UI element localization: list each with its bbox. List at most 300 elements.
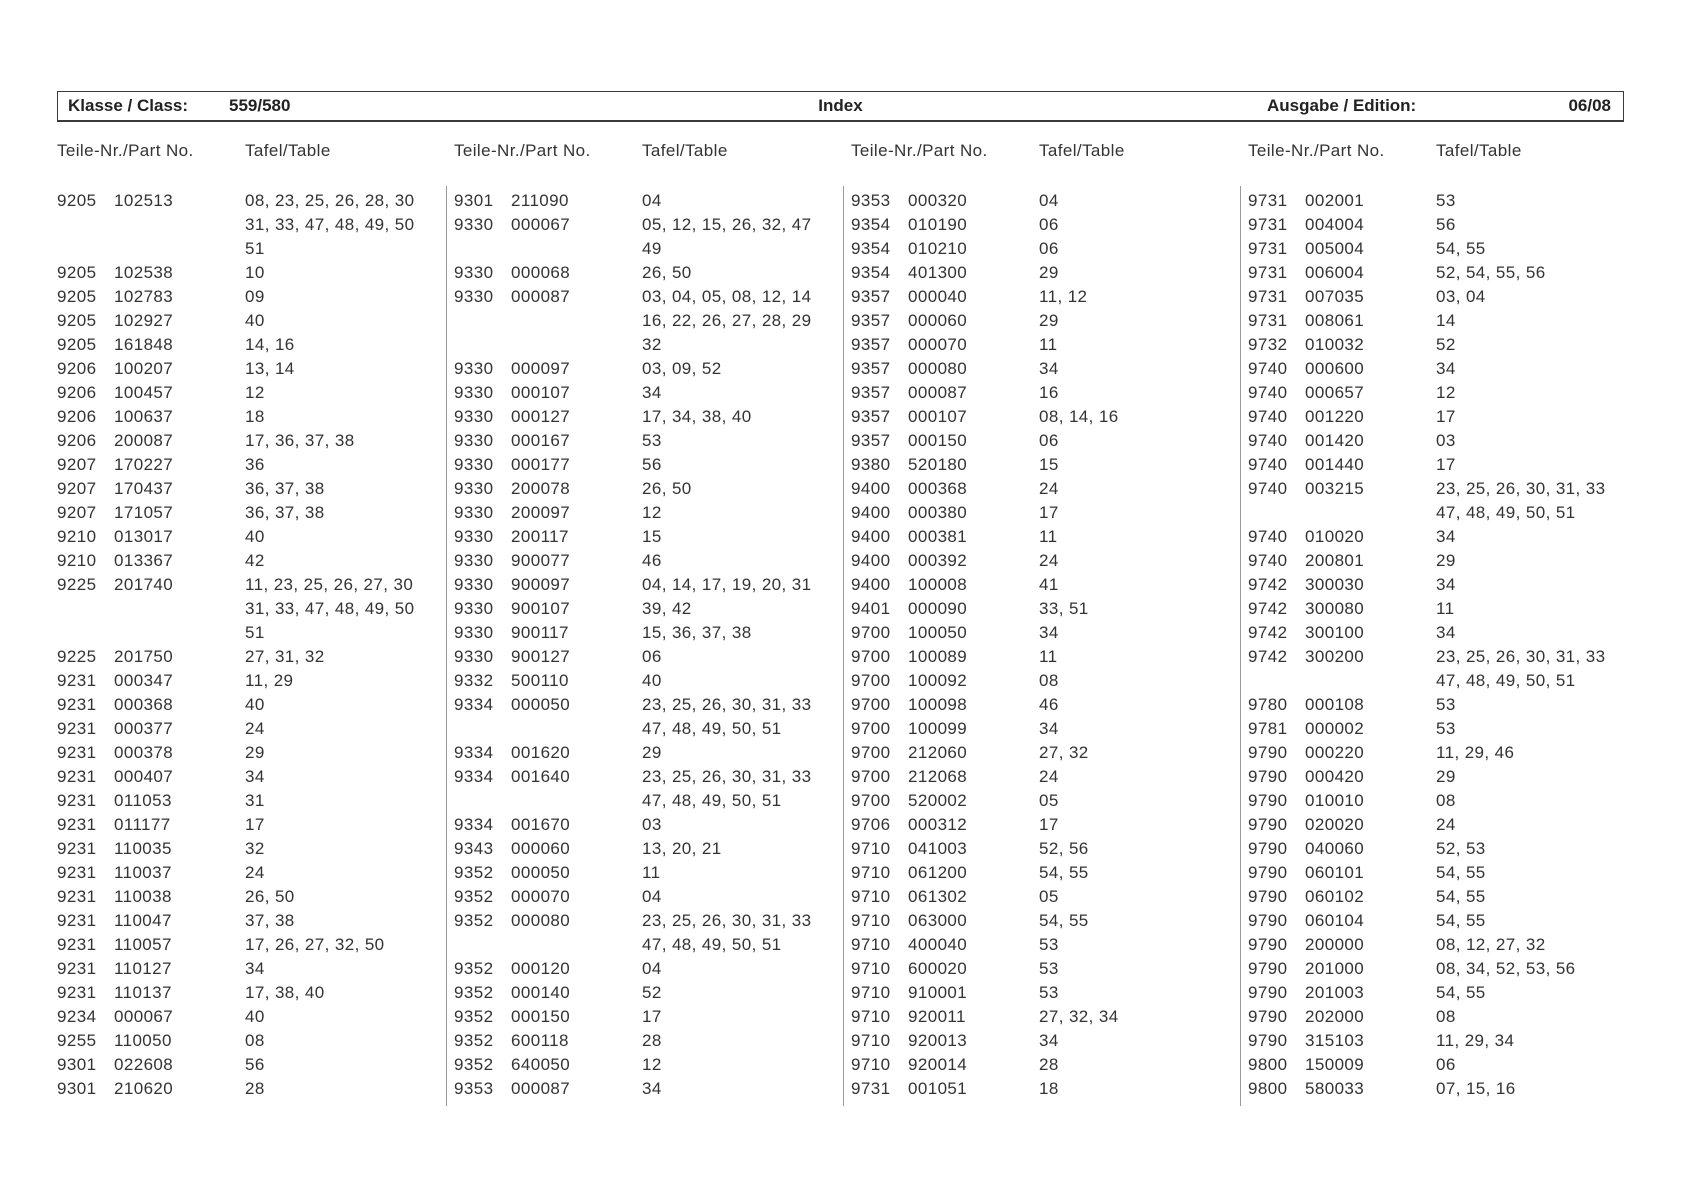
table-ref-line: 52, 56: [1039, 839, 1089, 858]
part-prefix: 9710: [851, 1031, 891, 1050]
part-number: 000087: [511, 287, 571, 306]
table-refs: [245, 957, 265, 981]
index-entry: [57, 501, 447, 525]
part-number: 001440: [1305, 455, 1365, 474]
part-number: 212068: [908, 767, 968, 786]
part-prefix: 9330: [454, 575, 494, 594]
table-refs: [642, 261, 692, 285]
index-entry: [57, 741, 447, 765]
part-prefix: 9231: [57, 863, 97, 882]
table-refs: [1436, 765, 1456, 789]
part-prefix: 9357: [851, 311, 891, 330]
index-entry: [454, 669, 844, 693]
part-number: 600020: [908, 959, 968, 978]
part-number: 000040: [908, 287, 968, 306]
index-entry: [454, 477, 844, 501]
table-refs: [642, 501, 662, 525]
part-prefix: 9330: [454, 431, 494, 450]
part-number: 640050: [511, 1055, 571, 1074]
table-refs: [1436, 333, 1456, 357]
column-header-group: [57, 139, 447, 163]
part-number: 010020: [1305, 527, 1365, 546]
table-refs: [1039, 693, 1059, 717]
index-entry: [454, 357, 844, 381]
table-refs: [642, 525, 662, 549]
table-refs: [642, 573, 812, 597]
index-entry: [454, 285, 844, 357]
index-entry: [1248, 813, 1638, 837]
part-prefix: 9231: [57, 743, 97, 762]
part-number: 100092: [908, 671, 968, 690]
part-prefix: 9353: [454, 1079, 494, 1098]
index-entry: [1248, 981, 1638, 1005]
table-refs: [245, 933, 385, 957]
part-prefix: 9231: [57, 767, 97, 786]
table-refs: [642, 669, 662, 693]
part-prefix: 9731: [1248, 191, 1288, 210]
table-refs: [642, 741, 662, 765]
index-entry: [1248, 933, 1638, 957]
table-refs: [1039, 933, 1059, 957]
part-prefix: 9400: [851, 503, 891, 522]
table-refs: [245, 1053, 265, 1077]
table-ref-line: 23, 25, 26, 30, 31, 33: [1436, 647, 1606, 666]
part-number: 000097: [511, 359, 571, 378]
table-ref-line: 28: [642, 1031, 662, 1050]
table-refs: [1436, 573, 1456, 597]
part-prefix: 9231: [57, 695, 97, 714]
part-number: 520002: [908, 791, 968, 810]
table-ref-line: 47, 48, 49, 50, 51: [1436, 671, 1576, 690]
part-number: 920014: [908, 1055, 968, 1074]
part-number: 010010: [1305, 791, 1365, 810]
part-prefix: 9231: [57, 671, 97, 690]
table-ref-line: 34: [1039, 623, 1059, 642]
part-number: 000107: [908, 407, 968, 426]
table-refs: [642, 885, 662, 909]
table-ref-line: 24: [1039, 551, 1059, 570]
index-entry: [1248, 333, 1638, 357]
part-number: 000368: [908, 479, 968, 498]
table-ref-line: 29: [1436, 767, 1456, 786]
part-prefix: 9330: [454, 287, 494, 306]
part-number: 170437: [114, 479, 174, 498]
part-prefix: 9352: [454, 1007, 494, 1026]
part-number: 060102: [1305, 887, 1365, 906]
part-number: 910001: [908, 983, 968, 1002]
part-prefix: 9790: [1248, 863, 1288, 882]
table-ref-line: 54, 55: [1436, 887, 1486, 906]
index-entry: [57, 885, 447, 909]
table-ref-line: 39, 42: [642, 599, 692, 618]
table-ref-line: 11: [1039, 527, 1058, 546]
part-prefix: 9742: [1248, 647, 1288, 666]
table-refs: [642, 597, 692, 621]
index-entry: [57, 357, 447, 381]
table-refs: [1039, 789, 1059, 813]
table-ref-line: 28: [245, 1079, 265, 1098]
table-ref-line: 32: [642, 335, 662, 354]
table-refs: [1436, 477, 1606, 525]
part-number: 000087: [511, 1079, 571, 1098]
part-prefix: 9710: [851, 863, 891, 882]
table-refs: [1436, 861, 1486, 885]
index-entry: [851, 333, 1241, 357]
part-number: 500110: [511, 671, 569, 690]
table-refs: [1436, 885, 1486, 909]
table-ref-line: 11: [1039, 335, 1058, 354]
index-entry: [1248, 1053, 1638, 1077]
table-ref-line: 06: [1039, 431, 1059, 450]
part-prefix: 9255: [57, 1031, 97, 1050]
index-entry: [454, 981, 844, 1005]
part-prefix: 9205: [57, 263, 97, 282]
table-ref-line: 27, 31, 32: [245, 647, 325, 666]
part-number: 000087: [908, 383, 968, 402]
table-refs: [642, 861, 660, 885]
part-prefix: 9740: [1248, 431, 1288, 450]
part-number: 000150: [511, 1007, 571, 1026]
index-entry: [454, 453, 844, 477]
part-prefix: 9790: [1248, 959, 1288, 978]
part-prefix: 9800: [1248, 1055, 1288, 1074]
table-refs: [1039, 333, 1057, 357]
table-refs: [1039, 861, 1089, 885]
part-prefix: 9231: [57, 887, 97, 906]
index-entry: [57, 1029, 447, 1053]
table-ref-line: 03, 04, 05, 08, 12, 14: [642, 287, 812, 306]
column-header-group: [454, 139, 844, 163]
index-entry: [454, 909, 844, 957]
part-prefix: 9330: [454, 647, 494, 666]
index-entry: [1248, 477, 1638, 525]
part-prefix: 9700: [851, 695, 891, 714]
part-prefix: 9330: [454, 503, 494, 522]
part-prefix: 9710: [851, 1055, 891, 1074]
table-ref-line: 11, 23, 25, 26, 27, 30: [245, 575, 414, 594]
part-prefix: 9790: [1248, 911, 1288, 930]
table-ref-line: 10: [245, 263, 265, 282]
table-refs: [245, 693, 265, 717]
table-ref-line: 17, 34, 38, 40: [642, 407, 752, 426]
part-prefix: 9330: [454, 479, 494, 498]
table-ref-line: 11, 29, 34: [1436, 1031, 1515, 1050]
part-number: 020020: [1305, 815, 1365, 834]
table-ref-line: 47, 48, 49, 50, 51: [642, 719, 782, 738]
part-prefix: 9206: [57, 431, 97, 450]
part-number: 211090: [511, 191, 569, 210]
index-entry: [454, 573, 844, 597]
index-entry: [454, 813, 844, 837]
index-entry: [851, 669, 1241, 693]
part-prefix: 9231: [57, 983, 97, 1002]
table-refs: [642, 957, 662, 981]
table-ref-line: 34: [1039, 359, 1059, 378]
table-ref-line: 04, 14, 17, 19, 20, 31: [642, 575, 812, 594]
part-number: 013017: [114, 527, 174, 546]
table-ref-line: 56: [1436, 215, 1456, 234]
part-number: 102538: [114, 263, 174, 282]
part-prefix: 9790: [1248, 767, 1288, 786]
table-ref-line: 17, 36, 37, 38: [245, 431, 355, 450]
table-refs: [1039, 645, 1057, 669]
table-ref-line: 34: [1436, 623, 1456, 642]
table-ref-line: 41: [1039, 575, 1059, 594]
table-ref-line: 26, 50: [245, 887, 295, 906]
part-number: 200087: [114, 431, 174, 450]
part-number: 000060: [908, 311, 968, 330]
part-prefix: 9710: [851, 983, 891, 1002]
index-entry: [454, 189, 844, 213]
table-ref-line: 53: [1039, 959, 1059, 978]
part-prefix: 9731: [1248, 263, 1288, 282]
part-prefix: 9352: [454, 1055, 494, 1074]
part-number: 040060: [1305, 839, 1365, 858]
part-prefix: 9790: [1248, 743, 1288, 762]
index-entry: [57, 789, 447, 813]
table-ref-line: 54, 55: [1436, 863, 1486, 882]
table-ref-line: 49: [642, 239, 662, 258]
index-entry: [454, 501, 844, 525]
index-column: [454, 189, 844, 1101]
part-number: 011053: [114, 791, 172, 810]
table-refs: [642, 837, 722, 861]
table-ref-line: 23, 25, 26, 30, 31, 33: [642, 695, 812, 714]
index-entry: [1248, 645, 1638, 693]
part-number: 900077: [511, 551, 571, 570]
table-ref-line: 56: [642, 455, 662, 474]
index-entry: [1248, 885, 1638, 909]
table-refs: [245, 525, 265, 549]
table-refs: [1039, 717, 1059, 741]
index-entry: [57, 933, 447, 957]
table-ref-line: 17: [1039, 815, 1059, 834]
part-prefix: 9740: [1248, 359, 1288, 378]
part-prefix: 9330: [454, 623, 494, 642]
table-ref-line: 18: [1039, 1079, 1059, 1098]
part-prefix: 9352: [454, 1031, 494, 1050]
part-prefix: 9330: [454, 551, 494, 570]
part-number: 000407: [114, 767, 174, 786]
index-entry: [454, 621, 844, 645]
table-ref-line: 16, 22, 26, 27, 28, 29: [642, 311, 812, 330]
part-number: 022608: [114, 1055, 174, 1074]
index-entry: [1248, 525, 1638, 549]
table-ref-line: 08: [1436, 1007, 1456, 1026]
table-ref-line: 05: [1039, 791, 1059, 810]
index-entry: [851, 645, 1241, 669]
table-refs: [1436, 621, 1456, 645]
table-refs: [1039, 261, 1059, 285]
part-number: 010032: [1305, 335, 1365, 354]
part-prefix: 9710: [851, 887, 891, 906]
part-number: 060104: [1305, 911, 1365, 930]
index-entry: [1248, 1005, 1638, 1029]
class-value: 559/580: [229, 96, 291, 115]
table-refs: [1436, 933, 1546, 957]
part-number: 011177: [114, 815, 171, 834]
part-prefix: 9732: [1248, 335, 1288, 354]
table-ref-line: 26, 50: [642, 479, 692, 498]
table-refs: [642, 381, 662, 405]
index-entry: [454, 261, 844, 285]
table-refs: [642, 189, 662, 213]
part-prefix: 9740: [1248, 407, 1288, 426]
page-title: Index: [818, 96, 863, 115]
part-prefix: 9225: [57, 647, 97, 666]
index-entry: [454, 1029, 844, 1053]
table-refs: [245, 429, 355, 453]
part-number: 200117: [511, 527, 569, 546]
column-header-table: Tafel/Table: [245, 141, 331, 160]
index-entry: [1248, 861, 1638, 885]
part-number: 006004: [1305, 263, 1365, 282]
table-ref-line: 06: [1039, 215, 1059, 234]
table-refs: [245, 1005, 265, 1029]
table-ref-line: 12: [642, 503, 662, 522]
column-header-group: [1248, 139, 1638, 163]
part-prefix: 9330: [454, 215, 494, 234]
part-number: 001640: [511, 767, 571, 786]
part-prefix: 9357: [851, 431, 891, 450]
part-prefix: 9231: [57, 719, 97, 738]
table-ref-line: 04: [1039, 191, 1059, 210]
table-refs: [1436, 285, 1486, 309]
table-refs: [245, 741, 265, 765]
table-ref-line: 17: [1039, 503, 1059, 522]
index-entry: [454, 597, 844, 621]
index-entry: [454, 693, 844, 741]
part-prefix: 9231: [57, 815, 97, 834]
table-refs: [1039, 1077, 1059, 1101]
table-ref-line: 47, 48, 49, 50, 51: [1436, 503, 1576, 522]
part-number: 000368: [114, 695, 174, 714]
part-prefix: 9700: [851, 671, 891, 690]
table-refs: [1436, 1053, 1456, 1077]
table-ref-line: 36, 37, 38: [245, 503, 325, 522]
part-number: 000080: [511, 911, 571, 930]
index-entry: [57, 453, 447, 477]
table-refs: [1436, 645, 1606, 693]
part-number: 110137: [114, 983, 172, 1002]
index-entry: [454, 405, 844, 429]
table-refs: [642, 453, 662, 477]
part-prefix: 9206: [57, 359, 97, 378]
part-number: 000107: [511, 383, 571, 402]
table-ref-line: 36, 37, 38: [245, 479, 325, 498]
part-prefix: 9731: [1248, 311, 1288, 330]
table-ref-line: 08, 14, 16: [1039, 407, 1119, 426]
table-ref-line: 12: [642, 1055, 662, 1074]
part-prefix: 9400: [851, 575, 891, 594]
table-refs: [1039, 429, 1059, 453]
table-refs: [1039, 669, 1059, 693]
part-number: 000378: [114, 743, 174, 762]
table-refs: [1039, 357, 1059, 381]
part-number: 520180: [908, 455, 968, 474]
table-refs: [1039, 1005, 1119, 1029]
index-entry: [851, 525, 1241, 549]
index-entry: [851, 405, 1241, 429]
part-prefix: 9352: [454, 887, 494, 906]
part-number: 201750: [114, 647, 174, 666]
index-entry: [57, 861, 447, 885]
table-ref-line: 54, 55: [1039, 863, 1089, 882]
part-number: 102513: [114, 191, 174, 210]
part-prefix: 9343: [454, 839, 494, 858]
part-prefix: 9780: [1248, 695, 1288, 714]
table-refs: [642, 909, 812, 957]
table-ref-line: 53: [642, 431, 662, 450]
part-prefix: 9740: [1248, 479, 1288, 498]
part-prefix: 9231: [57, 935, 97, 954]
part-number: 000312: [908, 815, 968, 834]
part-number: 000167: [511, 431, 571, 450]
part-number: 100050: [908, 623, 968, 642]
part-number: 100008: [908, 575, 968, 594]
table-refs: [1436, 909, 1486, 933]
part-prefix: 9334: [454, 815, 494, 834]
table-refs: [245, 909, 295, 933]
table-refs: [1039, 549, 1059, 573]
index-entry: [1248, 765, 1638, 789]
table-refs: [1039, 1053, 1059, 1077]
part-prefix: 9330: [454, 527, 494, 546]
table-refs: [642, 1029, 662, 1053]
table-refs: [1039, 885, 1059, 909]
part-prefix: 9742: [1248, 575, 1288, 594]
table-ref-line: 07, 15, 16: [1436, 1079, 1516, 1098]
part-number: 401300: [908, 263, 968, 282]
table-refs: [1436, 717, 1456, 741]
index-entry: [1248, 549, 1638, 573]
index-entry: [1248, 285, 1638, 309]
part-number: 000392: [908, 551, 968, 570]
table-ref-line: 11: [642, 863, 661, 882]
part-prefix: 9330: [454, 359, 494, 378]
index-entry: [851, 501, 1241, 525]
table-ref-line: 36: [245, 455, 265, 474]
table-ref-line: 24: [245, 863, 265, 882]
table-ref-line: 17, 38, 40: [245, 983, 325, 1002]
table-ref-line: 12: [1436, 383, 1456, 402]
part-prefix: 9357: [851, 359, 891, 378]
part-prefix: 9352: [454, 863, 494, 882]
index-column: [1248, 189, 1638, 1101]
table-ref-line: 29: [1436, 551, 1456, 570]
part-prefix: 9781: [1248, 719, 1288, 738]
index-entry: [851, 957, 1241, 981]
table-ref-line: 53: [1436, 719, 1456, 738]
table-ref-line: 05: [1039, 887, 1059, 906]
part-prefix: 9742: [1248, 599, 1288, 618]
table-ref-line: 31, 33, 47, 48, 49, 50: [245, 599, 415, 618]
table-ref-line: 34: [1436, 527, 1456, 546]
part-prefix: 9206: [57, 383, 97, 402]
part-prefix: 9207: [57, 479, 97, 498]
table-ref-line: 08, 12, 27, 32: [1436, 935, 1546, 954]
table-refs: [245, 309, 265, 333]
part-number: 170227: [114, 455, 174, 474]
table-ref-line: 24: [245, 719, 265, 738]
part-number: 063000: [908, 911, 968, 930]
table-refs: [1436, 1029, 1514, 1053]
part-number: 110037: [114, 863, 172, 882]
table-ref-line: 29: [245, 743, 265, 762]
part-prefix: 9352: [454, 983, 494, 1002]
part-number: 000002: [1305, 719, 1365, 738]
table-ref-line: 08: [245, 1031, 265, 1050]
